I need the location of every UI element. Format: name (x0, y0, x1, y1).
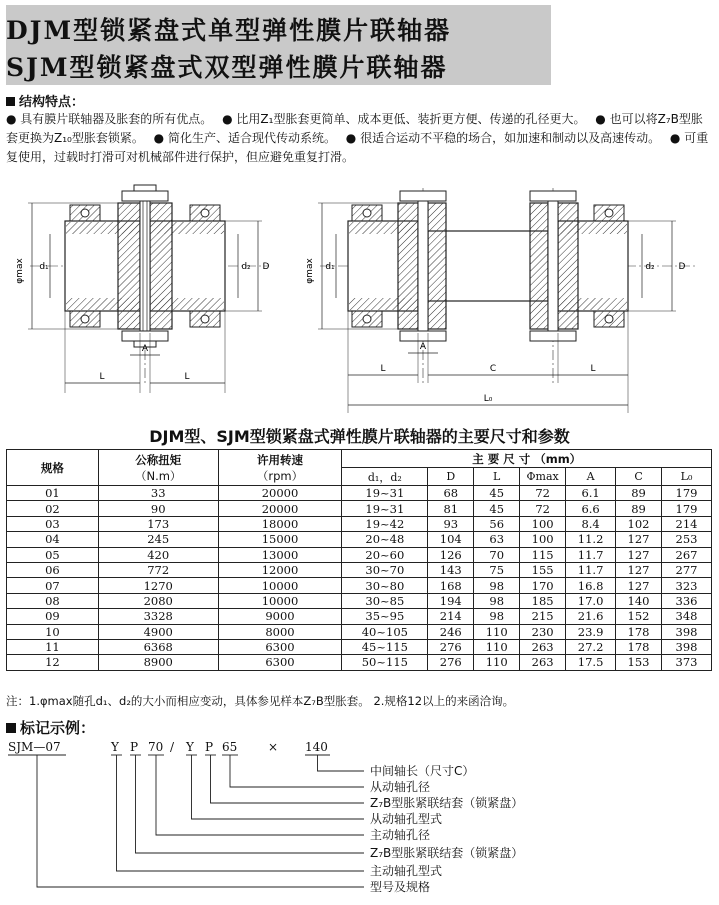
marking-diagram (0, 735, 719, 905)
table-cell: 276 (428, 639, 474, 654)
table-row (7, 609, 712, 624)
table-cell: 98 (474, 609, 520, 624)
feature-item: ● 比用Z₁型胀套更简单、成本更低、装折更方便、传递的孔径更大。 (222, 112, 586, 126)
table-cell: 1270 (98, 578, 218, 593)
table-row (7, 593, 712, 608)
table-cell: 127 (616, 578, 662, 593)
label-D: D (262, 262, 270, 272)
table-cell: 194 (428, 593, 474, 608)
table-cell: 05 (7, 547, 99, 562)
marking-code-part: Y (111, 740, 119, 754)
table-cell: 126 (428, 547, 474, 562)
table-cell: 140 (616, 593, 662, 608)
feature-item: ● 很适合运动不平稳的场合，如加速和制动以及高速传动。 (345, 131, 661, 145)
table-cell: 253 (662, 532, 712, 547)
table-row (7, 501, 712, 516)
table-cell: 170 (520, 578, 566, 593)
table-cell: 178 (616, 639, 662, 654)
table-cell: 18000 (218, 516, 342, 531)
table-cell: 398 (662, 624, 712, 639)
table-cell: 12 (7, 655, 99, 670)
table-cell: 17.5 (566, 655, 616, 670)
table-cell: 89 (616, 501, 662, 516)
table-cell: 40~105 (342, 624, 428, 639)
features-text (6, 110, 714, 167)
table-cell: 21.6 (566, 609, 616, 624)
table-cell: 6368 (98, 639, 218, 654)
table-row (7, 516, 712, 531)
table-cell: 267 (662, 547, 712, 562)
table-cell: 9000 (218, 609, 342, 624)
table-cell: 12000 (218, 562, 342, 577)
marking-code-part: 140 (305, 740, 328, 754)
table-cell: 20000 (218, 486, 342, 501)
label-L-right: L (184, 372, 190, 382)
subheader-cell: C (616, 468, 662, 486)
marking-label: Z₇B型胀紧联结套（锁紧盘） (370, 846, 524, 860)
marking-label: 主动轴孔型式 (370, 864, 443, 878)
table-cell: 45~115 (342, 639, 428, 654)
square-bullet-icon (6, 97, 15, 106)
table-row (7, 532, 712, 547)
table-cell: 19~31 (342, 486, 428, 501)
table-cell: 8000 (218, 624, 342, 639)
label-phimax: φmax (15, 258, 25, 284)
marking-label: 从动轴孔型式 (370, 812, 443, 826)
table-cell: 45 (474, 501, 520, 516)
table-cell: 01 (7, 486, 99, 501)
table-row (7, 486, 712, 501)
table-cell: 75 (474, 562, 520, 577)
table-cell: 10000 (218, 593, 342, 608)
spec-table (6, 449, 712, 671)
table-cell: 102 (616, 516, 662, 531)
table-cell: 10 (7, 624, 99, 639)
title-djm: DJM型锁紧盘式单型弹性膜片联轴器 (6, 16, 452, 45)
table-cell: 11.2 (566, 532, 616, 547)
table-cell: 420 (98, 547, 218, 562)
table-cell: 70 (474, 547, 520, 562)
table-cell: 56 (474, 516, 520, 531)
marking-code-part: SJM—07 (8, 740, 61, 754)
table-cell: 179 (662, 486, 712, 501)
table-cell: 35~95 (342, 609, 428, 624)
table-cell: 30~85 (342, 593, 428, 608)
table-cell: 27.2 (566, 639, 616, 654)
table-cell: 152 (616, 609, 662, 624)
label-d2: d₂ (645, 262, 655, 272)
table-row (7, 655, 712, 670)
marking-label: 从动轴孔径 (370, 780, 431, 794)
marking-code-part: Y (186, 740, 194, 754)
table-cell: 10000 (218, 578, 342, 593)
subheader-cell: L (474, 468, 520, 486)
subheader-cell: Φmax (520, 468, 566, 486)
square-bullet-icon (6, 723, 16, 733)
table-cell: 68 (428, 486, 474, 501)
table-cell: 09 (7, 609, 99, 624)
table-cell: 246 (428, 624, 474, 639)
table-cell: 185 (520, 593, 566, 608)
label-A: A (419, 342, 427, 352)
label-L-left: L (380, 364, 386, 374)
table-cell: 19~42 (342, 516, 428, 531)
table-cell: 110 (474, 624, 520, 639)
table-cell: 16.8 (566, 578, 616, 593)
table-cell: 127 (616, 547, 662, 562)
table-row (7, 639, 712, 654)
table-cell: 348 (662, 609, 712, 624)
table-cell: 30~80 (342, 578, 428, 593)
label-d1: d₁ (39, 262, 49, 272)
table-cell: 323 (662, 578, 712, 593)
table-cell: 168 (428, 578, 474, 593)
label-phimax: φmax (305, 258, 315, 284)
label-L-right: L (590, 364, 596, 374)
feature-item: ● 可重复使用，过载时打滑可对机械部件进行保护，但应避免重复打滑。 (6, 131, 709, 164)
table-cell: 110 (474, 655, 520, 670)
table-cell: 110 (474, 639, 520, 654)
marking-header: 标记示例： (6, 717, 95, 738)
table-cell: 6.6 (566, 501, 616, 516)
table-cell: 11.7 (566, 562, 616, 577)
subheader-cell: d₁，d₂ (342, 468, 428, 486)
table-cell: 50~115 (342, 655, 428, 670)
table-cell: 336 (662, 593, 712, 608)
table-cell: 214 (662, 516, 712, 531)
table-cell: 178 (616, 624, 662, 639)
table-cell: 13000 (218, 547, 342, 562)
subheader-cell: L₀ (662, 468, 712, 486)
table-cell: 23.9 (566, 624, 616, 639)
table-row (7, 547, 712, 562)
table-cell: 127 (616, 532, 662, 547)
marking-label: 型号及规格 (370, 880, 431, 894)
table-cell: 215 (520, 609, 566, 624)
title-sjm: SJM型锁紧盘式双型弹性膜片联轴器 (6, 53, 448, 82)
table-cell: 72 (520, 486, 566, 501)
table-cell: 115 (520, 547, 566, 562)
marking-code-part: / (170, 740, 175, 754)
table-row (7, 562, 712, 577)
marking-code-part: 65 (222, 740, 238, 754)
marking-code-part: P (130, 740, 139, 754)
table-cell: 20~60 (342, 547, 428, 562)
label-A: A (141, 344, 149, 354)
table-cell: 08 (7, 593, 99, 608)
table-cell: 93 (428, 516, 474, 531)
table-cell: 143 (428, 562, 474, 577)
table-cell: 398 (662, 639, 712, 654)
table-cell: 2080 (98, 593, 218, 608)
table-cell: 214 (428, 609, 474, 624)
table-cell: 263 (520, 639, 566, 654)
table-cell: 02 (7, 501, 99, 516)
table-cell: 4900 (98, 624, 218, 639)
table-cell: 155 (520, 562, 566, 577)
marking-label: Z₇B型胀紧联结套（锁紧盘） (370, 796, 524, 810)
table-cell: 04 (7, 532, 99, 547)
table-cell: 11 (7, 639, 99, 654)
table-cell: 63 (474, 532, 520, 547)
table-row (7, 578, 712, 593)
features-header: 结构特点： (6, 91, 84, 110)
table-note: 注：1.φmax随孔d₁、d₂的大小而相应变动，具体参见样本Z₇B型胀套。 2.规格12以上的来函洽询。 (6, 694, 515, 708)
table-cell: 20~48 (342, 532, 428, 547)
subheader-cell: D (428, 468, 474, 486)
table-cell: 6300 (218, 639, 342, 654)
table-cell: 230 (520, 624, 566, 639)
feature-item: ● 简化生产、适合现代传动系统。 (153, 131, 336, 145)
marking-code-part: P (205, 740, 214, 754)
table-cell: 11.7 (566, 547, 616, 562)
table-cell: 90 (98, 501, 218, 516)
label-L-left: L (99, 372, 105, 382)
table-cell: 17.0 (566, 593, 616, 608)
table-cell: 03 (7, 516, 99, 531)
table-cell: 89 (616, 486, 662, 501)
table-cell: 8900 (98, 655, 218, 670)
table-cell: 104 (428, 532, 474, 547)
feature-item: ● 具有膜片联轴器及胀套的所有优点。 (6, 112, 213, 126)
djm-drawing (10, 183, 280, 418)
table-cell: 127 (616, 562, 662, 577)
table-cell: 72 (520, 501, 566, 516)
sjm-drawing (300, 183, 710, 423)
table-cell: 100 (520, 532, 566, 547)
table-cell: 373 (662, 655, 712, 670)
marking-label: 中间轴长（尺寸C） (370, 764, 475, 778)
label-d2: d₂ (241, 262, 251, 272)
table-cell: 173 (98, 516, 218, 531)
table-cell: 100 (520, 516, 566, 531)
table-cell: 179 (662, 501, 712, 516)
table-cell: 98 (474, 593, 520, 608)
table-cell: 263 (520, 655, 566, 670)
table-cell: 772 (98, 562, 218, 577)
table-cell: 30~70 (342, 562, 428, 577)
marking-code-part: 70 (148, 740, 164, 754)
table-cell: 45 (474, 486, 520, 501)
table-cell: 06 (7, 562, 99, 577)
label-D: D (678, 262, 686, 272)
header-speed: 许用转速 （rpm） (218, 450, 342, 486)
table-cell: 98 (474, 578, 520, 593)
marking-code-part: × (268, 740, 279, 754)
subheader-cell: A (566, 468, 616, 486)
header-spec: 规格 (7, 450, 99, 486)
header-torque: 公称扭矩 （N.m） (98, 450, 218, 486)
label-d1: d₁ (325, 262, 335, 272)
table-cell: 8.4 (566, 516, 616, 531)
label-C: C (489, 364, 497, 374)
table-cell: 277 (662, 562, 712, 577)
table-cell: 153 (616, 655, 662, 670)
table-cell: 20000 (218, 501, 342, 516)
table-cell: 6300 (218, 655, 342, 670)
table-cell: 3328 (98, 609, 218, 624)
table-cell: 81 (428, 501, 474, 516)
table-title: DJM型、SJM型锁紧盘式弹性膜片联轴器的主要尺寸和参数 (149, 427, 570, 446)
table-cell: 245 (98, 532, 218, 547)
table-cell: 15000 (218, 532, 342, 547)
table-cell: 33 (98, 486, 218, 501)
feature-item: ● 也可以将Z₇B型胀套更换为Z₁₀型胀套锁紧。 (6, 112, 703, 145)
marking-label: 主动轴孔径 (370, 828, 431, 842)
table-cell: 276 (428, 655, 474, 670)
table-cell: 6.1 (566, 486, 616, 501)
header-dims: 主 要 尺 寸 （mm） (342, 450, 712, 468)
table-cell: 07 (7, 578, 99, 593)
table-row (7, 624, 712, 639)
label-L0: L₀ (483, 394, 493, 404)
table-cell: 19~31 (342, 501, 428, 516)
